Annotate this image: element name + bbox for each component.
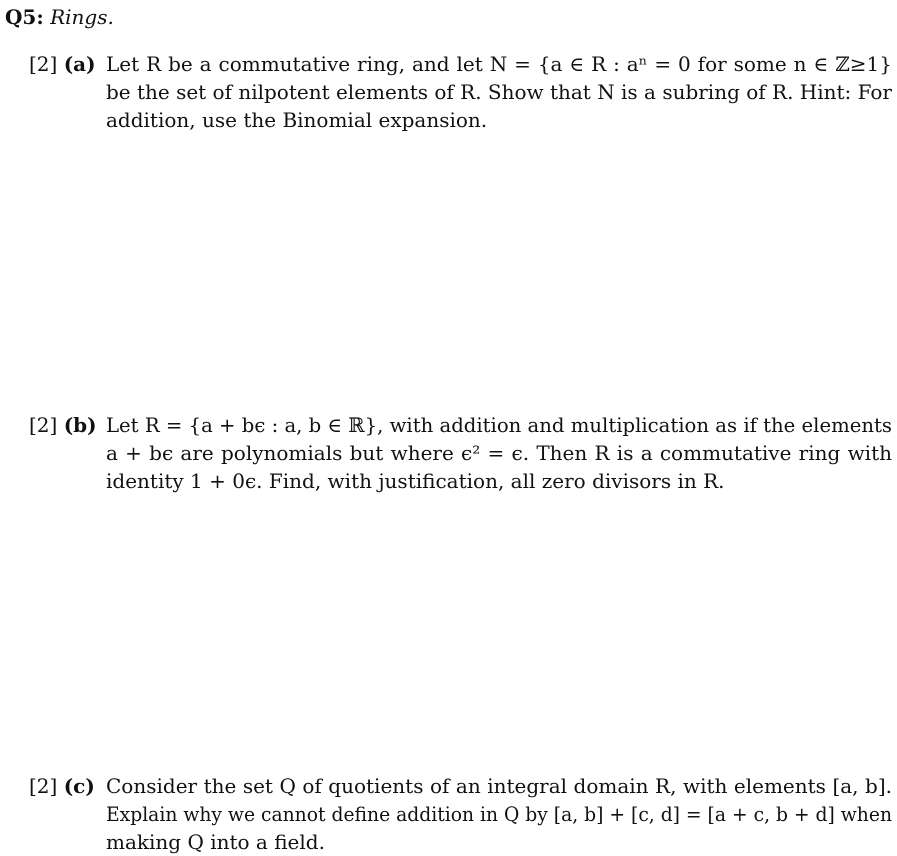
question-number: Q5:: [5, 5, 44, 29]
part-a-marker: [29, 50, 96, 78]
part-b-label: (b): [63, 413, 97, 437]
question-topic: Rings.: [50, 5, 114, 29]
part-b-line-1: Let R = {a + bϵ : a, b ∈ ℝ}, with addition and multiplication as if the elements: [106, 413, 892, 437]
part-a-line-1: Let R be a commutative ring, and let N = {a ∈ R : aⁿ = 0 for some n ∈ ℤ≥1}: [106, 52, 892, 76]
part-a-line-2: be the set of nilpotent elements of R. Show that N is a subring of R. Hint: For: [106, 80, 892, 104]
part-b-line-3: identity 1 + 0ϵ. Find, with justification, all zero divisors in R.: [106, 469, 725, 493]
part-b-marker: [29, 411, 97, 439]
part-b-points: [2]: [29, 413, 58, 437]
part-a-line-3: addition, use the Binomial expansion.: [106, 108, 488, 132]
part-b-text: [106, 411, 892, 495]
part-b-line-2: a + bϵ are polynomials but where ϵ² = ϵ. Then R is a commutative ring with: [106, 441, 892, 465]
part-c-marker: [29, 772, 95, 800]
part-a-points: [2]: [29, 52, 58, 76]
part-a-label: (a): [63, 52, 96, 76]
part-c-line-3: making Q into a field.: [106, 830, 325, 854]
question-heading: [5, 4, 114, 30]
part-c-line-1: Consider the set Q of quotients of an integral domain R, with elements [a, b].: [106, 774, 892, 798]
part-c-label: (c): [63, 774, 95, 798]
part-c-points: [2]: [29, 774, 58, 798]
part-c-text: [106, 772, 892, 856]
part-a-text: [106, 50, 892, 134]
part-c-line-2: Explain why we cannot define addition in Q by [a, b] + [c, d] = [a + c, b + d] when: [106, 802, 892, 826]
